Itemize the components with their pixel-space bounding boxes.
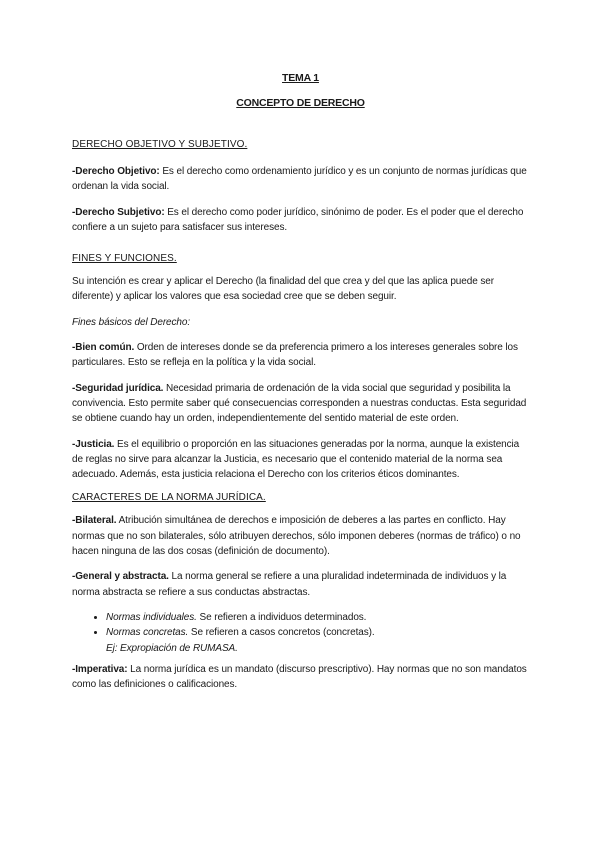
- text-bien-comun: Orden de intereses donde se da preferencia primero a los intereses generales sobre los particulares. Esto se refleja en la política y la vida social.: [72, 342, 518, 369]
- text-seguridad-juridica: Necesidad primaria de ordenación de la vida social que seguridad y posibilita la convivencia. Esto permite saber qué consecuencias corresponden a nuestras conductas. Esta seguridad se obtiene cuando hay un orden, independientemente del sentido material de este orden.: [72, 382, 527, 425]
- term-derecho-objetivo: -Derecho Objetivo:: [72, 166, 160, 177]
- text-justicia: Es el equilibrio o proporción en las situaciones generadas por la norma, aunque la existencia de reglas no sirve para alcanzar la Justicia, es necesario que el contenido material de la norma sea adecuado. Además, esta justicia relaciona el Derecho con los criterios éticos dominantes.: [72, 438, 520, 481]
- term-bien-comun: -Bien común.: [72, 342, 135, 354]
- text-imperativa: La norma jurídica es un mandato (discurso prescriptivo). Hay normas que no son mandatos como las definiciones o calificaciones.: [72, 663, 527, 691]
- paragraph-justicia: [72, 437, 529, 483]
- paragraph-bien-comun: [72, 340, 529, 371]
- term-general-abstracta: -General y abstracta.: [72, 571, 169, 583]
- term-seguridad-juridica: -Seguridad jurídica.: [72, 382, 164, 394]
- example-rumasa: Ej: Expropiación de RUMASA.: [106, 642, 238, 654]
- norm-types-list: [72, 610, 529, 656]
- text-bilateral: Atribución simultánea de derechos e imposición de deberes a las partes en conflicto. Hay normas que no son bilaterales, sólo atribuyen derechos, sólo imponen deberes (normas de tráfico) o no hacen ninguna de las dos cosas (definición de documento).: [72, 515, 521, 558]
- list-item-normas-individuales: [106, 610, 529, 625]
- paragraph-bilateral: [72, 513, 529, 559]
- document-title: TEMA 1: [282, 72, 319, 84]
- term-imperativa: -Imperativa:: [72, 663, 128, 675]
- paragraph-general-abstracta: [72, 569, 529, 600]
- term-justicia: -Justicia.: [72, 438, 115, 450]
- term-bilateral: -Bilateral.: [72, 515, 117, 527]
- paragraph-fines-intro: Su intención es crear y aplicar el Derecho (la finalidad del que crea y del que las aplica puede ser diferente) y aplicar los valores que esa sociedad cree que se deben seguir.: [72, 276, 494, 303]
- text-general-abstracta: La norma general se refiere a una pluralidad indeterminada de individuos y la norma abstracta se refiere a sus conductas abstractas.: [72, 571, 507, 598]
- text-normas-concretas: Se refieren a casos concretos (concretas).: [188, 627, 375, 639]
- term-derecho-subjetivo: -Derecho Subjetivo:: [72, 206, 165, 218]
- section-heading-derecho-objetivo-subjetivo: DERECHO OBJETIVO Y SUBJETIVO.: [72, 139, 248, 150]
- paragraph-imperativa: [72, 662, 529, 693]
- text-normas-individuales: Se refieren a individuos determinados.: [196, 611, 367, 623]
- list-item-normas-concretas: [106, 625, 529, 656]
- paragraph-seguridad-juridica: [72, 381, 529, 427]
- section-heading-fines-funciones: FINES Y FUNCIONES.: [72, 253, 177, 265]
- label-normas-concretas: Normas concretas.: [106, 627, 189, 639]
- document-subtitle: CONCEPTO DE DERECHO: [236, 97, 365, 109]
- label-normas-individuales: Normas individuales.: [106, 611, 197, 623]
- paragraph-derecho-objetivo: [72, 164, 529, 195]
- subheading-fines-basicos: Fines básicos del Derecho:: [72, 316, 191, 328]
- text-derecho-objetivo: Es el derecho como ordenamiento jurídico y es un conjunto de normas jurídicas que ordenan la vida social.: [72, 166, 527, 193]
- paragraph-derecho-subjetivo: [72, 205, 529, 236]
- text-derecho-subjetivo: Es el derecho como poder jurídico, sinónimo de poder. Es el poder que el derecho confiere a un sujeto para satisfacer sus intereses.: [72, 206, 524, 233]
- section-heading-caracteres-norma: CARACTERES DE LA NORMA JURÍDICA.: [72, 492, 266, 504]
